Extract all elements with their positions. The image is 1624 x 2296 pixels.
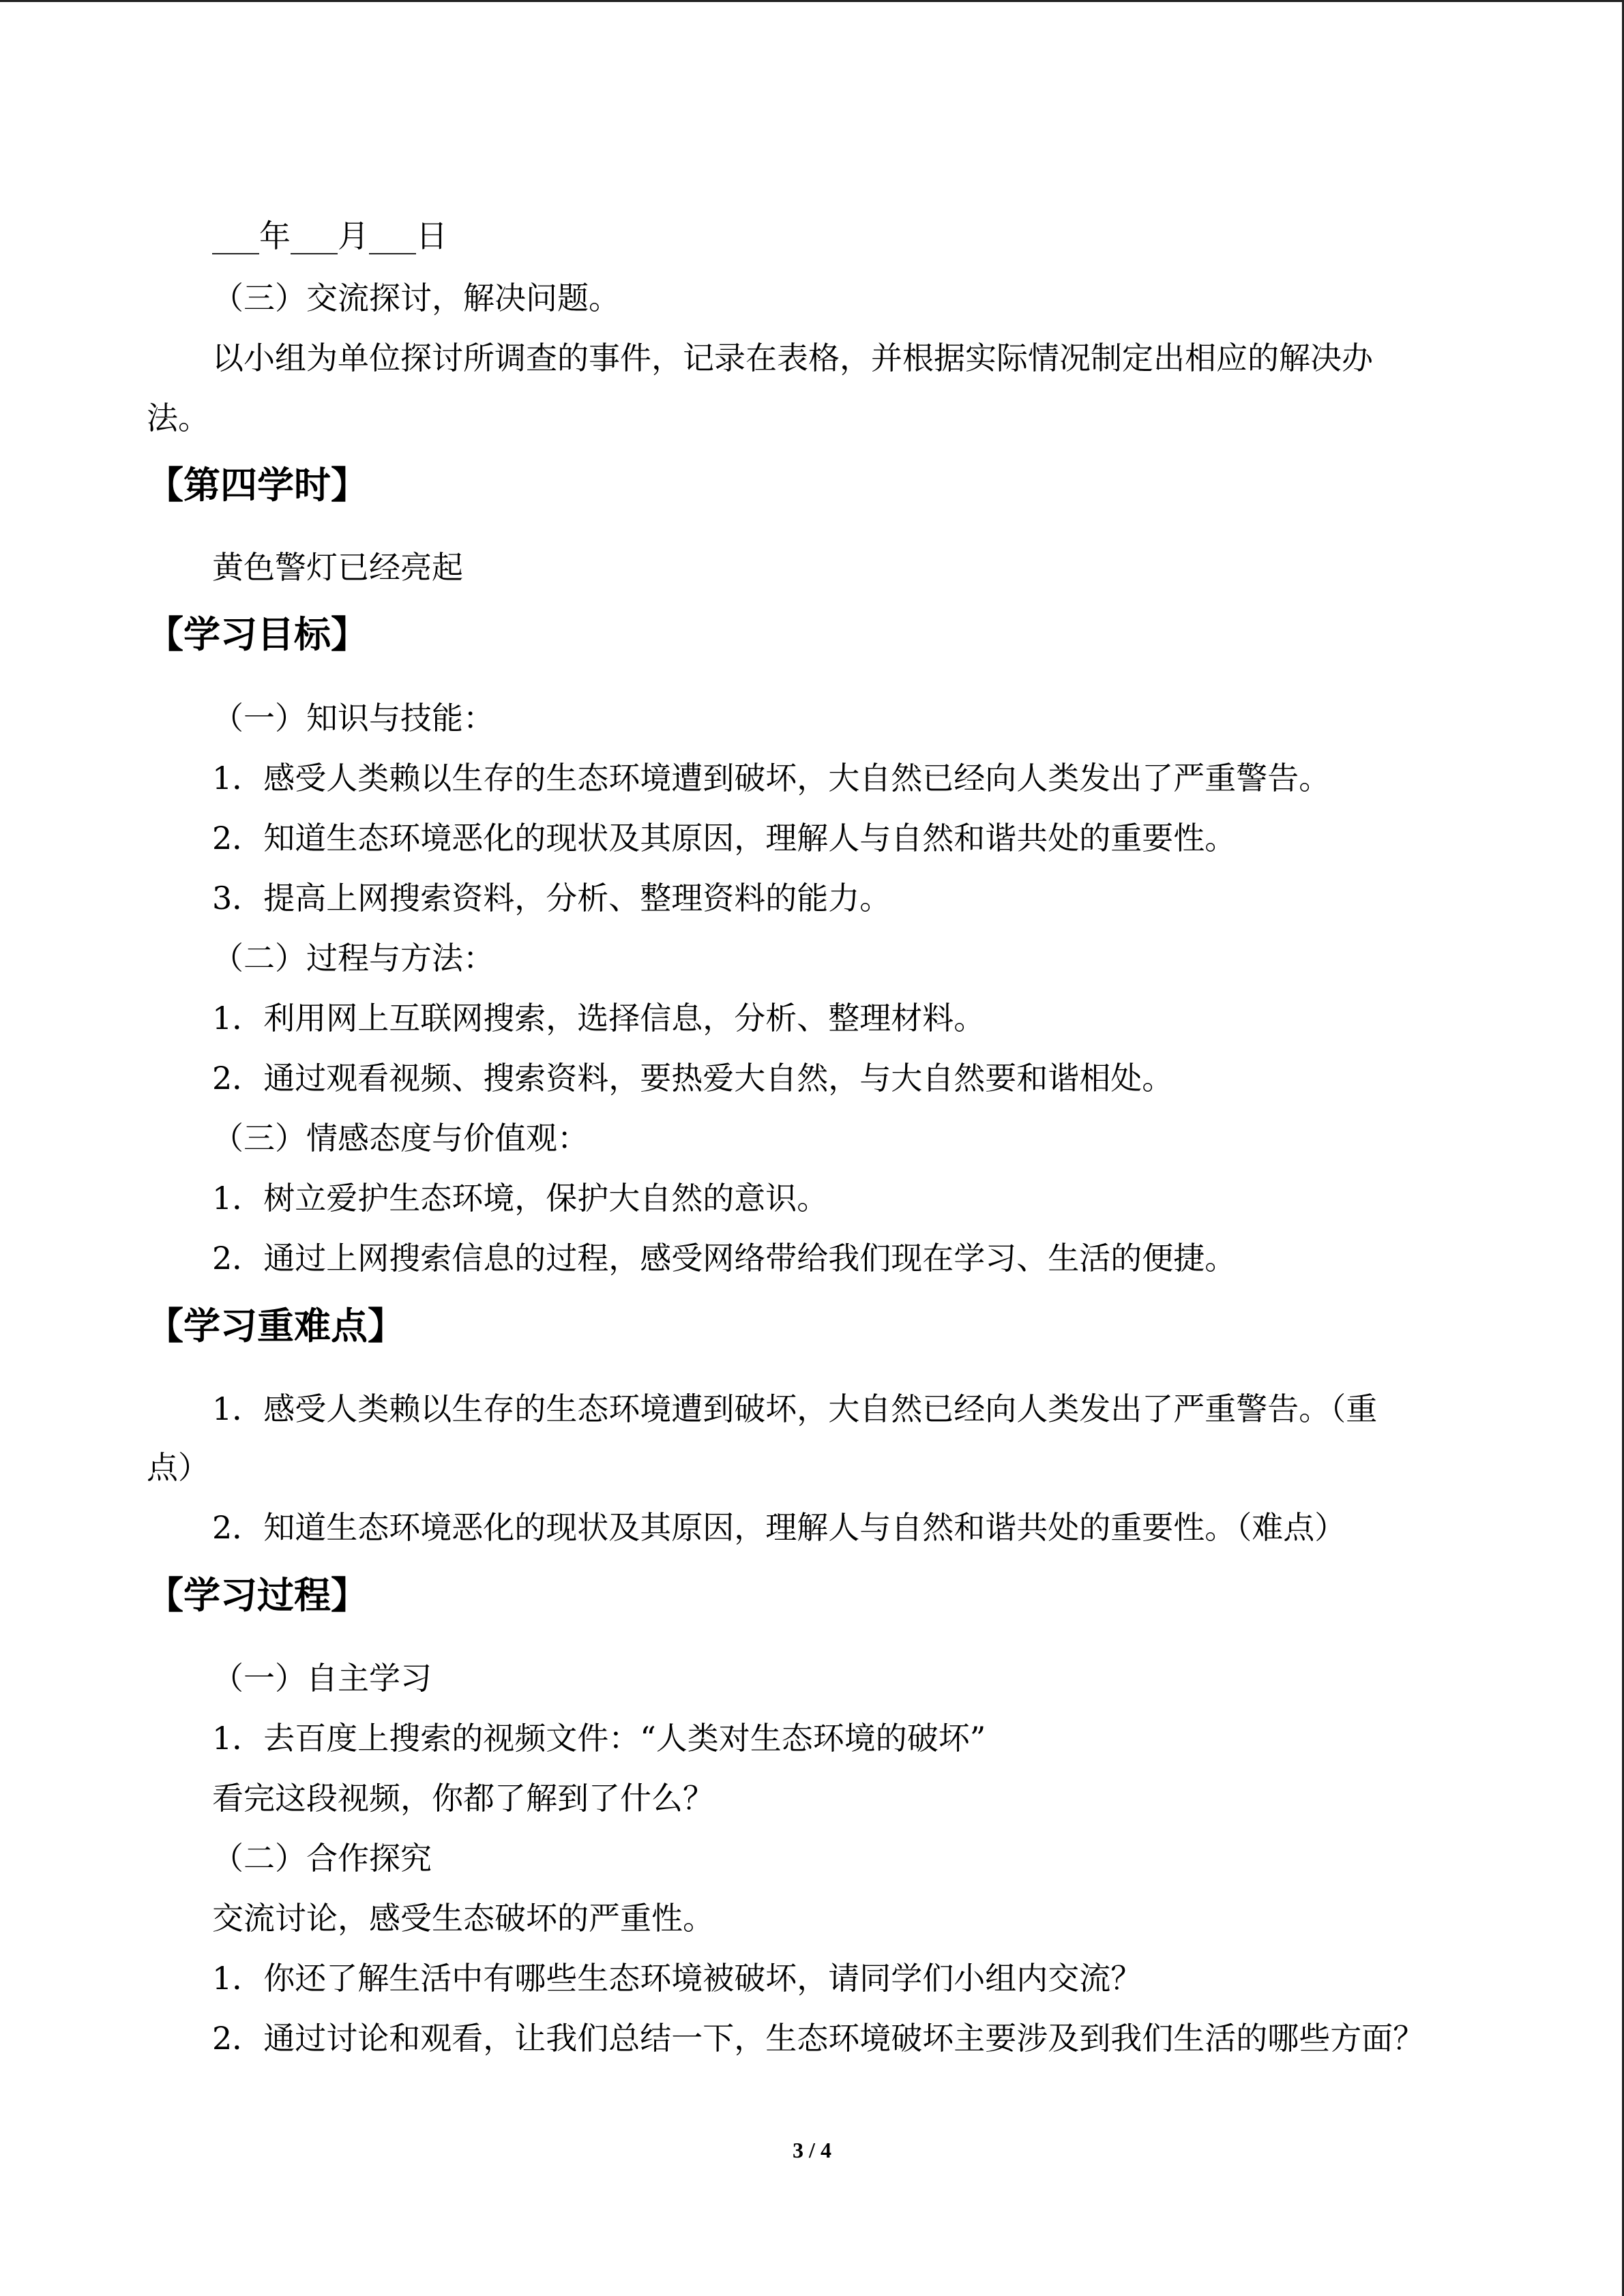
list-item: 1．你还了解生活中有哪些生态环境被破坏，请同学们小组内交流？ xyxy=(212,1960,1142,1997)
cooperation-intro: 交流讨论，感受生态破坏的严重性。 xyxy=(212,1900,714,1937)
list-item: 2．通过上网搜索信息的过程，感受网络带给我们现在学习、生活的便捷。 xyxy=(212,1240,1237,1277)
attitude-values-title: （三）情感态度与价值观： xyxy=(212,1120,589,1157)
date-line: ___年___月___日 xyxy=(212,218,447,254)
key-point-1-continued: 点） xyxy=(147,1449,209,1486)
step3-text-continued: 法。 xyxy=(147,400,209,436)
list-item: 2．通过观看视频、搜索资料，要热爱大自然，与大自然要和谐相处。 xyxy=(212,1060,1174,1097)
list-item: 1．感受人类赖以生存的生态环境遭到破坏，大自然已经向人类发出了严重警告。 xyxy=(212,760,1331,796)
list-item: 1．利用网上互联网搜索，选择信息，分析、整理材料。 xyxy=(212,1000,986,1037)
difficult-point-2: 2．知道生态环境恶化的现状及其原因，理解人与自然和谐共处的重要性。（难点） xyxy=(212,1509,1346,1546)
cooperation-title: （二）合作探究 xyxy=(212,1840,432,1877)
objectives-heading: 【学习目标】 xyxy=(147,612,368,656)
learning-process-heading: 【学习过程】 xyxy=(147,1573,368,1617)
step3-text: 以小组为单位探讨所调查的事件，记录在表格，并根据实际情况制定出相应的解决办 xyxy=(212,340,1373,376)
list-item: 2．知道生态环境恶化的现状及其原因，理解人与自然和谐共处的重要性。 xyxy=(212,820,1237,856)
self-study-question: 看完这段视频，你都了解到了什么？ xyxy=(212,1780,714,1817)
list-item: 3．提高上网搜索资料，分析、整理资料的能力。 xyxy=(212,880,891,916)
list-item: 2．通过讨论和观看，让我们总结一下，生态环境破坏主要涉及到我们生活的哪些方面？ xyxy=(212,2020,1425,2057)
list-item: 1．树立爱护生态环境，保护大自然的意识。 xyxy=(212,1180,829,1217)
key-points-heading: 【学习重难点】 xyxy=(147,1304,404,1347)
page-number: 3 / 4 xyxy=(793,2138,831,2162)
step3-title: （三）交流探讨，解决问题。 xyxy=(212,280,620,316)
lesson4-heading: 【第四学时】 xyxy=(147,463,368,507)
lesson4-topic: 黄色警灯已经亮起 xyxy=(212,549,463,586)
knowledge-skills-title: （一）知识与技能： xyxy=(212,700,494,736)
self-study-title: （一）自主学习 xyxy=(212,1660,432,1697)
self-study-item: 1．去百度上搜索的视频文件：“人类对生态环境的破坏” xyxy=(212,1720,986,1757)
process-methods-title: （二）过程与方法： xyxy=(212,940,494,976)
key-point-1: 1．感受人类赖以生存的生态环境遭到破坏，大自然已经向人类发出了严重警告。（重 xyxy=(212,1390,1378,1427)
